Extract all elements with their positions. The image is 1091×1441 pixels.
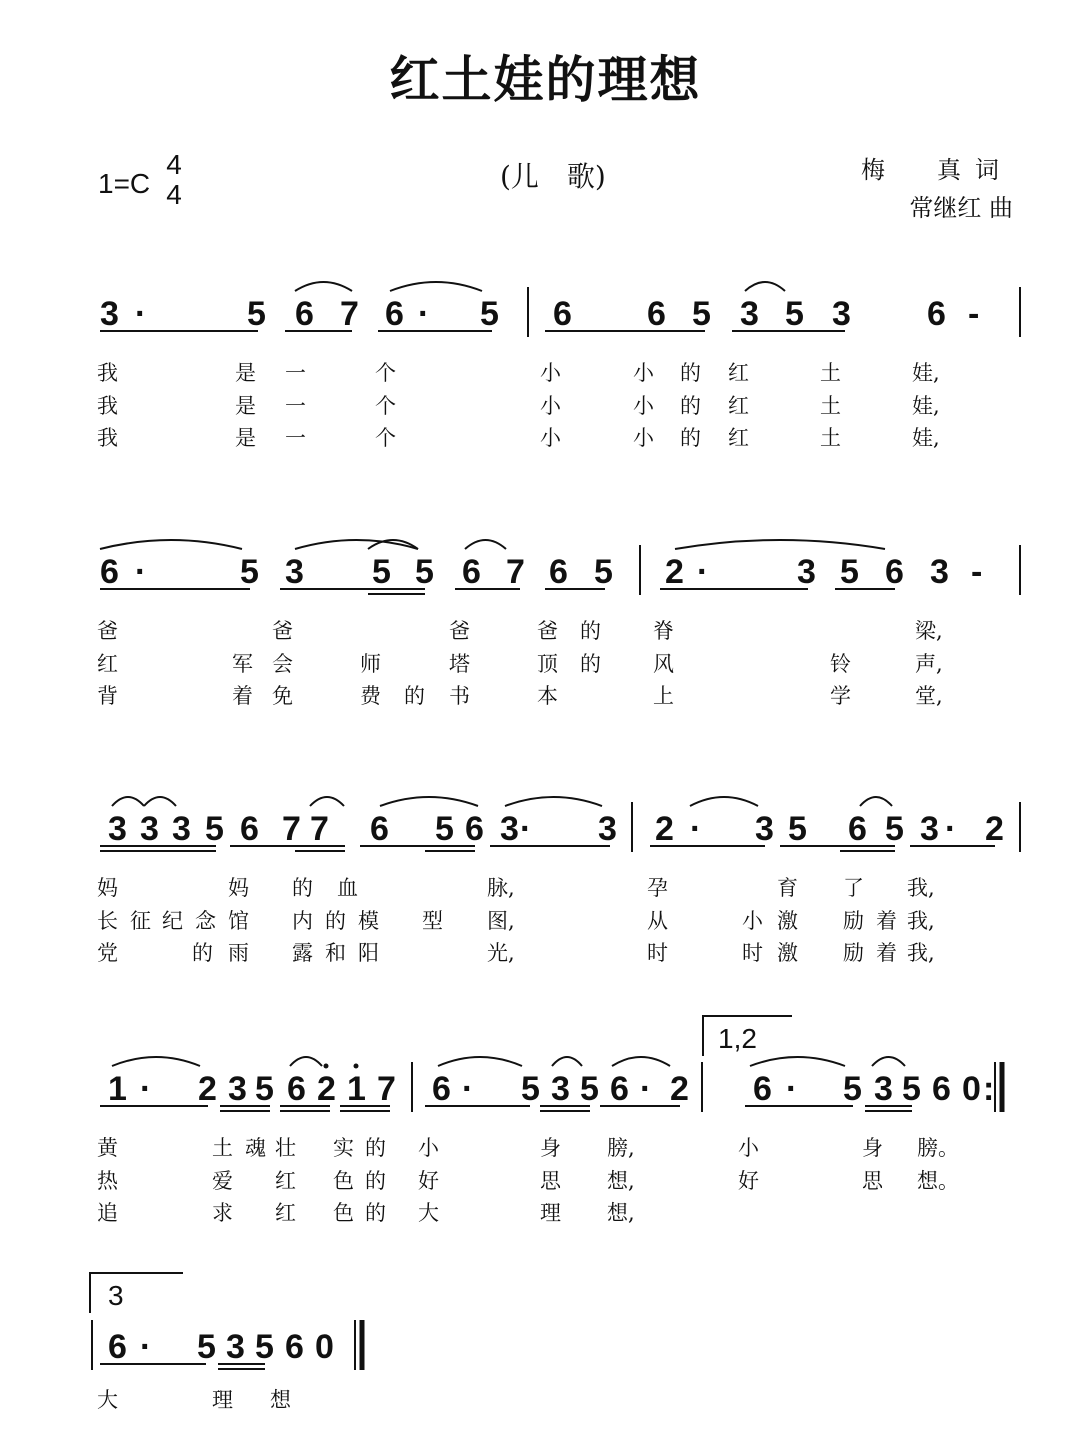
lyric-syllable: 土 — [820, 361, 841, 385]
lyric-syllable: 长 — [97, 909, 118, 933]
lyric-syllable: 红 — [275, 1201, 296, 1225]
note: 1 — [347, 1070, 366, 1108]
note: 3 — [285, 553, 304, 591]
note: 7 — [377, 1070, 396, 1108]
note: 3 — [228, 1070, 247, 1108]
lyric-syllable: 的 — [192, 941, 213, 965]
note: 2 — [655, 810, 674, 848]
lyric-syllable: 小 — [540, 394, 561, 418]
note: 6 — [932, 1070, 951, 1108]
lyric-syllable: 小 — [633, 361, 654, 385]
note: 6 — [885, 553, 904, 591]
slur-arc — [295, 282, 352, 291]
extension-dash: - — [971, 553, 983, 591]
lyric-syllable: 土 — [820, 394, 841, 418]
lyric-syllable: 个 — [375, 361, 396, 385]
lyric-syllable: 色 — [333, 1201, 354, 1225]
song-title: 红土娃的理想 — [389, 50, 702, 109]
lyric-syllable: 想, — [607, 1169, 635, 1193]
note: 3 — [920, 810, 939, 848]
note: 0 — [962, 1070, 981, 1108]
note: 5 — [480, 295, 499, 333]
augmentation-dot: · — [690, 810, 702, 848]
note: 6 — [108, 1328, 127, 1366]
note: 3 — [100, 295, 119, 333]
lyric-syllable: 爱 — [212, 1169, 233, 1193]
lyric-syllable: 背 — [97, 684, 118, 708]
note: 6 — [432, 1070, 451, 1108]
lyric-syllable: 色 — [333, 1169, 354, 1193]
slur-arc — [310, 797, 344, 806]
lyric-syllable: 脉, — [487, 876, 515, 900]
lyric-syllable: 馆 — [228, 909, 249, 933]
slur-arc — [380, 797, 478, 806]
note: 3 — [500, 810, 519, 848]
slur-arc — [112, 797, 144, 806]
key-signature: 1=C — [98, 168, 151, 199]
lyric-syllable: 念 — [195, 909, 216, 933]
note: 6 — [240, 810, 259, 848]
lyric-syllable: 小 — [742, 909, 763, 933]
lyric-syllable: 着 — [232, 684, 253, 708]
lyric-syllable: 一 — [285, 394, 306, 418]
note: 5 — [785, 295, 804, 333]
lyric-syllable: 塔 — [449, 652, 470, 676]
composer-credit: 常继红 曲 — [909, 194, 1013, 222]
lyric-syllable: 身 — [862, 1136, 883, 1160]
note: 5 — [415, 553, 434, 591]
note: 6 — [100, 553, 119, 591]
lyric-syllable: 和 — [325, 941, 346, 965]
lyric-syllable: 理 — [212, 1388, 233, 1412]
note: 2 — [985, 810, 1004, 848]
note: 6 — [610, 1070, 629, 1108]
lyric-syllable: 雨 — [228, 941, 249, 965]
lyric-syllable: 热 — [97, 1169, 118, 1193]
lyric-syllable: 爸 — [537, 619, 558, 643]
lyric-syllable: 铃 — [830, 652, 851, 676]
note: 5 — [580, 1070, 599, 1108]
note: 7 — [282, 810, 301, 848]
note: 3 — [551, 1070, 570, 1108]
note: 6 — [553, 295, 572, 333]
repeat-sign: : — [983, 1070, 995, 1108]
note: 3 — [172, 810, 191, 848]
lyric-syllable: 大 — [418, 1201, 439, 1225]
slur-arc — [100, 540, 242, 549]
lyric-syllable: 顶 — [537, 652, 558, 676]
note: 6 — [370, 810, 389, 848]
lyric-syllable: 红 — [728, 361, 749, 385]
octave-dot — [324, 1064, 329, 1069]
lyric-syllable: 军 — [232, 652, 253, 676]
lyric-syllable: 求 — [212, 1201, 233, 1225]
lyric-syllable: 实 — [333, 1136, 354, 1160]
note: 5 — [255, 1070, 274, 1108]
lyric-syllable: 上 — [653, 684, 674, 708]
lyric-syllable: 光, — [487, 941, 515, 965]
lyric-syllable: 励 — [843, 909, 864, 933]
lyric-syllable: 梁, — [915, 619, 943, 643]
slur-arc — [612, 1057, 670, 1066]
lyric-syllable: 风 — [653, 652, 674, 676]
lyric-syllable: 着 — [876, 941, 897, 965]
lyric-syllable: 的 — [680, 361, 701, 385]
note: 6 — [385, 295, 404, 333]
note: 3 — [598, 810, 617, 848]
note: 3 — [755, 810, 774, 848]
augmentation-dot: · — [140, 1328, 152, 1366]
lyric-syllable: 妈 — [97, 876, 118, 900]
note: 2 — [665, 553, 684, 591]
note: 6 — [848, 810, 867, 848]
lyric-syllable: 我, — [907, 876, 935, 900]
note: 2 — [670, 1070, 689, 1108]
lyric-syllable: 的 — [580, 619, 601, 643]
note: 1 — [108, 1070, 127, 1108]
lyric-syllable: 免 — [272, 684, 293, 708]
note: 5 — [247, 295, 266, 333]
slur-arc — [144, 797, 176, 806]
slur-arc — [690, 797, 758, 806]
lyric-syllable: 想, — [607, 1201, 635, 1225]
lyric-syllable: 小 — [540, 361, 561, 385]
lyric-syllable: 育 — [777, 876, 798, 900]
note: 7 — [340, 295, 359, 333]
lyric-syllable: 小 — [633, 426, 654, 450]
note: 7 — [310, 810, 329, 848]
note: 6 — [287, 1070, 306, 1108]
lyric-syllable: 追 — [97, 1201, 118, 1225]
lyric-syllable: 的 — [365, 1201, 386, 1225]
lyric-syllable: 的 — [580, 652, 601, 676]
lyric-syllable: 学 — [830, 684, 851, 708]
note: 3 — [930, 553, 949, 591]
lyric-syllable: 娃, — [912, 426, 940, 450]
note: 3 — [740, 295, 759, 333]
note: 7 — [506, 553, 525, 591]
volta-label: 1,2 — [718, 1023, 757, 1054]
lyric-syllable: 是 — [235, 361, 256, 385]
note: 5 — [205, 810, 224, 848]
note: 5 — [521, 1070, 540, 1108]
note: 5 — [435, 810, 454, 848]
lyric-syllable: 思 — [862, 1169, 883, 1193]
lyric-syllable: 土 — [212, 1136, 233, 1160]
slur-arc — [112, 1057, 200, 1066]
lyric-syllable: 娃, — [912, 361, 940, 385]
lyric-syllable: 思 — [540, 1169, 561, 1193]
lyric-syllable: 了 — [843, 876, 864, 900]
lyric-syllable: 一 — [285, 426, 306, 450]
lyric-syllable: 模 — [358, 909, 379, 933]
augmentation-dot: · — [697, 553, 709, 591]
lyric-syllable: 阳 — [358, 941, 379, 965]
lyric-syllable: 大 — [97, 1388, 118, 1412]
augmentation-dot: · — [135, 295, 147, 333]
slur-arc — [745, 282, 785, 291]
note: 6 — [465, 810, 484, 848]
lyric-syllable: 型 — [422, 909, 443, 933]
lyric-syllable: 着 — [876, 909, 897, 933]
lyric-syllable: 是 — [235, 394, 256, 418]
lyric-syllable: 我, — [907, 941, 935, 965]
lyric-syllable: 壮 — [275, 1136, 296, 1160]
lyric-syllable: 妈 — [228, 876, 249, 900]
lyricist-credit: 梅 真词 — [861, 156, 1013, 184]
lyric-syllable: 的 — [365, 1136, 386, 1160]
augmentation-dot: · — [140, 1070, 152, 1108]
note: 5 — [197, 1328, 216, 1366]
lyric-syllable: 时 — [647, 941, 668, 965]
lyric-syllable: 激 — [777, 909, 798, 933]
lyric-syllable: 个 — [375, 394, 396, 418]
volta-bracket — [90, 1273, 183, 1313]
lyric-syllable: 红 — [728, 426, 749, 450]
lyric-syllable: 时 — [742, 941, 763, 965]
note: 6 — [549, 553, 568, 591]
augmentation-dot: · — [462, 1070, 474, 1108]
note: 5 — [885, 810, 904, 848]
lyric-syllable: 内 — [292, 909, 313, 933]
lyric-syllable: 红 — [728, 394, 749, 418]
lyric-syllable: 会 — [272, 652, 293, 676]
octave-dot — [354, 1064, 359, 1069]
lyric-syllable: 是 — [235, 426, 256, 450]
lyric-syllable: 的 — [292, 876, 313, 900]
note: 5 — [902, 1070, 921, 1108]
genre-label: (儿 歌) — [500, 160, 606, 193]
lyric-syllable: 本 — [537, 684, 558, 708]
augmentation-dot: · — [520, 810, 532, 848]
slur-arc — [290, 1057, 322, 1066]
lyric-syllable: 娃, — [912, 394, 940, 418]
lyric-syllable: 黄 — [97, 1136, 118, 1160]
augmentation-dot: · — [640, 1070, 652, 1108]
note: 5 — [240, 553, 259, 591]
lyric-syllable: 想 — [270, 1388, 291, 1412]
lyric-syllable: 的 — [680, 394, 701, 418]
lyric-syllable: 身 — [540, 1136, 561, 1160]
note: 5 — [843, 1070, 862, 1108]
note: 6 — [927, 295, 946, 333]
lyric-syllable: 激 — [777, 941, 798, 965]
lyric-syllable: 我, — [907, 909, 935, 933]
slur-arc — [438, 1057, 522, 1066]
note: 6 — [462, 553, 481, 591]
slur-arc — [872, 1057, 905, 1066]
lyric-syllable: 爸 — [97, 619, 118, 643]
slur-arc — [552, 1057, 582, 1066]
lyric-syllable: 堂, — [915, 684, 943, 708]
lyric-syllable: 师 — [360, 652, 381, 676]
augmentation-dot: · — [786, 1070, 798, 1108]
note: 6 — [647, 295, 666, 333]
lyric-syllable: 血 — [337, 876, 358, 900]
lyric-syllable: 小 — [633, 394, 654, 418]
note: 5 — [372, 553, 391, 591]
slur-arc — [505, 797, 602, 806]
lyric-syllable: 好 — [418, 1169, 439, 1193]
lyric-syllable: 的 — [680, 426, 701, 450]
lyric-syllable: 我 — [97, 361, 118, 385]
note: 6 — [753, 1070, 772, 1108]
note: 5 — [840, 553, 859, 591]
lyric-syllable: 爸 — [449, 619, 470, 643]
lyric-syllable: 红 — [97, 652, 118, 676]
lyric-syllable: 土 — [820, 426, 841, 450]
note: 5 — [255, 1328, 274, 1366]
lyric-syllable: 征 — [130, 909, 151, 933]
note: 6 — [285, 1328, 304, 1366]
note: 5 — [788, 810, 807, 848]
lyric-syllable: 纪 — [162, 909, 183, 933]
lyric-syllable: 小 — [738, 1136, 759, 1160]
lyric-syllable: 小 — [418, 1136, 439, 1160]
lyric-syllable: 从 — [647, 909, 668, 933]
time-signature-top: 4 — [166, 149, 182, 180]
augmentation-dot: · — [418, 295, 430, 333]
slur-arc — [675, 540, 885, 549]
lyric-syllable: 党 — [97, 941, 118, 965]
lyric-syllable: 想。 — [917, 1169, 959, 1193]
lyric-syllable: 的 — [325, 909, 346, 933]
lyric-syllable: 我 — [97, 394, 118, 418]
lyric-syllable: 理 — [540, 1201, 561, 1225]
note: 3 — [874, 1070, 893, 1108]
lyric-syllable: 小 — [540, 426, 561, 450]
lyric-syllable: 膀。 — [917, 1136, 959, 1160]
note: 3 — [108, 810, 127, 848]
slur-arc — [465, 540, 506, 549]
lyric-syllable: 红 — [275, 1169, 296, 1193]
lyric-syllable: 励 — [843, 941, 864, 965]
note: 6 — [295, 295, 314, 333]
extension-dash: - — [968, 295, 980, 333]
lyric-syllable: 我 — [97, 426, 118, 450]
note: 3 — [797, 553, 816, 591]
note: 0 — [315, 1328, 334, 1366]
note: 2 — [198, 1070, 217, 1108]
note: 3 — [226, 1328, 245, 1366]
volta-label: 3 — [108, 1280, 124, 1311]
slur-arc — [750, 1057, 845, 1066]
lyric-syllable: 图, — [487, 909, 515, 933]
lyric-syllable: 声, — [915, 652, 943, 676]
lyric-syllable: 费 — [360, 684, 381, 708]
lyric-syllable: 露 — [292, 941, 313, 965]
note: 3 — [140, 810, 159, 848]
lyric-syllable: 孕 — [647, 876, 668, 900]
lyric-syllable: 的 — [404, 684, 425, 708]
time-signature-bottom: 4 — [166, 179, 182, 210]
augmentation-dot: · — [135, 553, 147, 591]
note: 3 — [832, 295, 851, 333]
lyric-syllable: 爸 — [272, 619, 293, 643]
lyric-syllable: 的 — [365, 1169, 386, 1193]
lyric-syllable: 一 — [285, 361, 306, 385]
lyric-syllable: 脊 — [653, 619, 674, 643]
augmentation-dot: · — [945, 810, 957, 848]
lyric-syllable: 好 — [738, 1169, 759, 1193]
lyric-syllable: 书 — [449, 684, 470, 708]
lyric-syllable: 个 — [375, 426, 396, 450]
slur-arc — [860, 797, 892, 806]
lyric-syllable: 魂 — [245, 1136, 266, 1160]
slur-arc — [390, 282, 482, 291]
lyric-syllable: 膀, — [607, 1136, 635, 1160]
note: 2 — [317, 1070, 336, 1108]
note: 5 — [594, 553, 613, 591]
note: 5 — [692, 295, 711, 333]
